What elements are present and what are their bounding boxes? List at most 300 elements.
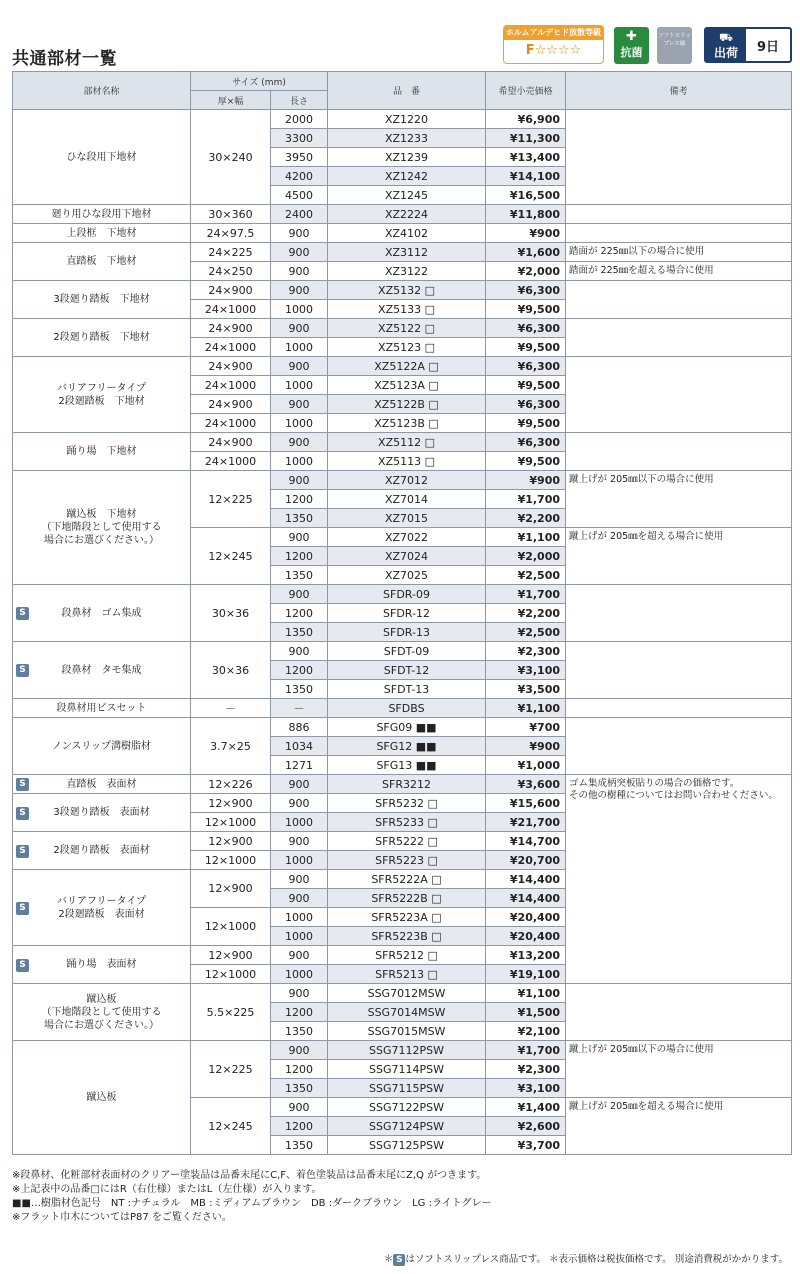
price-cell: ¥2,500 bbox=[486, 566, 566, 585]
length-cell: 1350 bbox=[271, 623, 328, 642]
price-cell: ¥9,500 bbox=[486, 338, 566, 357]
part-code-cell: SFDT-13 bbox=[328, 680, 486, 699]
size-cell: 12×1000 bbox=[191, 813, 271, 832]
sparkle-icon: ✚ bbox=[626, 29, 637, 44]
part-code-cell: SSG7115PSW bbox=[328, 1079, 486, 1098]
part-code-cell: SFDR-12 bbox=[328, 604, 486, 623]
size-cell: 24×1000 bbox=[191, 300, 271, 319]
price-cell: ¥19,100 bbox=[486, 965, 566, 984]
part-name-cell bbox=[13, 433, 191, 471]
length-cell: 900 bbox=[271, 832, 328, 851]
part-name: 蹴込板 bbox=[86, 1092, 117, 1103]
size-cell: 24×900 bbox=[191, 281, 271, 300]
length-cell: 1000 bbox=[271, 300, 328, 319]
length-cell: 1350 bbox=[271, 566, 328, 585]
part-name: 上段框 下地材 bbox=[66, 227, 137, 239]
price-cell: ¥1,100 bbox=[486, 699, 566, 718]
note-cell bbox=[566, 357, 792, 433]
part-name-cell bbox=[13, 984, 191, 1041]
price-cell: ¥11,800 bbox=[486, 205, 566, 224]
part-code-cell: XZ1239 bbox=[328, 148, 486, 167]
length-cell: 900 bbox=[271, 585, 328, 604]
price-cell: ¥2,100 bbox=[486, 1022, 566, 1041]
length-cell: 1200 bbox=[271, 490, 328, 509]
size-cell: 24×1000 bbox=[191, 376, 271, 395]
table-row bbox=[13, 984, 792, 1003]
part-code-cell: XZ1242 bbox=[328, 167, 486, 186]
price-cell: ¥1,000 bbox=[486, 756, 566, 775]
footnote: ■■…樹脂材色記号 NT :ナチュラル MB :ミディアムブラウン DB :ダークブラウン LG :ライトグレー bbox=[12, 1198, 492, 1209]
formaldehyde-grade-badge bbox=[503, 25, 604, 64]
size-cell: 12×900 bbox=[191, 794, 271, 813]
price-cell: ¥9,500 bbox=[486, 376, 566, 395]
part-name: 直踏板 表面材 bbox=[66, 778, 137, 790]
price-cell: ¥6,900 bbox=[486, 110, 566, 129]
length-cell: 900 bbox=[271, 642, 328, 661]
length-cell: 1200 bbox=[271, 1003, 328, 1022]
note-cell bbox=[566, 224, 792, 243]
price-cell: ¥9,500 bbox=[486, 414, 566, 433]
table-row bbox=[13, 471, 792, 490]
softslip-badge: ソフトスリップレス縁 bbox=[657, 27, 692, 64]
length-cell: 900 bbox=[271, 395, 328, 414]
bottom-note-prefix: ＊ bbox=[383, 1254, 394, 1265]
size-cell: 12×225 bbox=[191, 1041, 271, 1098]
part-code-cell: XZ2224 bbox=[328, 205, 486, 224]
softslip-mark-icon: S bbox=[16, 902, 29, 915]
table-row bbox=[13, 718, 792, 737]
softslip-mark-icon: S bbox=[16, 607, 29, 620]
table-row bbox=[13, 319, 792, 338]
length-cell: 1350 bbox=[271, 680, 328, 699]
part-code-cell: SSG7114PSW bbox=[328, 1060, 486, 1079]
price-cell: ¥2,000 bbox=[486, 262, 566, 281]
part-name-cell bbox=[13, 775, 191, 794]
price-cell: ¥14,700 bbox=[486, 832, 566, 851]
length-cell: 1000 bbox=[271, 452, 328, 471]
part-code-cell: XZ1220 bbox=[328, 110, 486, 129]
note-cell: ゴム集成柄突板貼りの場合の価格です。 その他の樹種についてはお問い合わせください。 bbox=[566, 775, 792, 984]
softslip-mark-icon: S bbox=[16, 807, 29, 820]
note-cell bbox=[566, 281, 792, 319]
size-cell: 12×225 bbox=[191, 471, 271, 528]
note-cell bbox=[566, 699, 792, 718]
length-cell: 1200 bbox=[271, 547, 328, 566]
part-code-cell: SFDR-13 bbox=[328, 623, 486, 642]
part-name-cell bbox=[13, 718, 191, 775]
length-cell: 900 bbox=[271, 1098, 328, 1117]
price-cell: ¥6,300 bbox=[486, 433, 566, 452]
part-code-cell: XZ5132 □ bbox=[328, 281, 486, 300]
part-code-cell: SSG7125PSW bbox=[328, 1136, 486, 1155]
part-code-cell: SFDR-09 bbox=[328, 585, 486, 604]
length-cell: 900 bbox=[271, 889, 328, 908]
length-cell: 900 bbox=[271, 1041, 328, 1060]
part-name: 廻り用ひな段用下地材 bbox=[51, 208, 152, 220]
part-name-cell bbox=[13, 642, 191, 699]
size-cell: 24×1000 bbox=[191, 414, 271, 433]
length-cell: 900 bbox=[271, 281, 328, 300]
part-code-cell: SSG7015MSW bbox=[328, 1022, 486, 1041]
note-cell: 踏面が 225㎜以下の場合に使用 bbox=[566, 243, 792, 262]
header-note: 備考 bbox=[566, 72, 792, 110]
price-cell: ¥1,700 bbox=[486, 490, 566, 509]
length-cell: 900 bbox=[271, 775, 328, 794]
size-cell: 12×900 bbox=[191, 832, 271, 851]
parts-table-body bbox=[13, 110, 792, 1155]
part-code-cell: SFDT-12 bbox=[328, 661, 486, 680]
table-row bbox=[13, 585, 792, 604]
price-cell: ¥1,700 bbox=[486, 1041, 566, 1060]
part-code-cell: XZ5122B □ bbox=[328, 395, 486, 414]
part-code-cell: XZ7025 bbox=[328, 566, 486, 585]
size-cell: 3.7×25 bbox=[191, 718, 271, 775]
size-cell: 12×245 bbox=[191, 528, 271, 585]
length-cell: 1000 bbox=[271, 376, 328, 395]
price-cell: ¥9,500 bbox=[486, 452, 566, 471]
note-cell bbox=[566, 205, 792, 224]
length-cell: 900 bbox=[271, 243, 328, 262]
antibacterial-badge bbox=[614, 27, 649, 64]
note-cell: 踏面が 225㎜を超える場合に使用 bbox=[566, 262, 792, 281]
part-name-cell bbox=[13, 319, 191, 357]
part-name-cell bbox=[13, 870, 191, 946]
price-cell: ¥6,300 bbox=[486, 395, 566, 414]
length-cell: 900 bbox=[271, 433, 328, 452]
size-cell: 12×900 bbox=[191, 870, 271, 908]
part-code-cell: SSG7124PSW bbox=[328, 1117, 486, 1136]
part-name-cell bbox=[13, 832, 191, 870]
bottom-note bbox=[384, 1251, 788, 1266]
part-name: 3段廻り踏板 下地材 bbox=[53, 294, 150, 305]
length-cell: 1350 bbox=[271, 1022, 328, 1041]
part-name: 段鼻材 タモ集成 bbox=[61, 664, 142, 676]
part-name-cell bbox=[13, 110, 191, 205]
footnote: ※フラット巾木についてはP87 をご覧ください。 bbox=[12, 1212, 232, 1223]
part-code-cell: SFR5222B □ bbox=[328, 889, 486, 908]
part-name-cell bbox=[13, 205, 191, 224]
part-code-cell: XZ5123B □ bbox=[328, 414, 486, 433]
price-cell: ¥3,600 bbox=[486, 775, 566, 794]
length-cell: 1350 bbox=[271, 509, 328, 528]
part-code-cell: SFDBS bbox=[328, 699, 486, 718]
note-cell bbox=[566, 319, 792, 357]
size-cell: 12×226 bbox=[191, 775, 271, 794]
note-cell: 蹴上げが 205㎜を超える場合に使用 bbox=[566, 1098, 792, 1155]
header-length: 長さ bbox=[271, 91, 328, 110]
price-cell: ¥2,300 bbox=[486, 1060, 566, 1079]
header-price: 希望小売価格 bbox=[486, 72, 566, 110]
part-name-cell bbox=[13, 1041, 191, 1155]
note-cell bbox=[566, 718, 792, 775]
price-cell: ¥9,500 bbox=[486, 300, 566, 319]
part-name: 2段廻り踏板 表面材 bbox=[53, 845, 150, 856]
part-name-cell bbox=[13, 471, 191, 585]
part-code-cell: XZ1233 bbox=[328, 129, 486, 148]
price-cell: ¥20,700 bbox=[486, 851, 566, 870]
length-cell: 1350 bbox=[271, 1136, 328, 1155]
length-cell: 1000 bbox=[271, 851, 328, 870]
length-cell: 900 bbox=[271, 224, 328, 243]
table-row bbox=[13, 243, 792, 262]
part-code-cell: SFR5232 □ bbox=[328, 794, 486, 813]
size-cell: 12×245 bbox=[191, 1098, 271, 1155]
part-code-cell: XZ7024 bbox=[328, 547, 486, 566]
part-name: 踊り場 表面材 bbox=[66, 959, 137, 970]
size-cell: 12×1000 bbox=[191, 851, 271, 870]
table-row bbox=[13, 205, 792, 224]
size-cell: 24×900 bbox=[191, 433, 271, 452]
price-cell: ¥16,500 bbox=[486, 186, 566, 205]
footnote: ※段鼻材、化粧部材表面材のクリアー塗装品は品番末尾にC,F、着色塗装品は品番末尾にZ,Q がつきます。 bbox=[12, 1170, 487, 1181]
length-cell: 900 bbox=[271, 262, 328, 281]
price-cell: ¥14,100 bbox=[486, 167, 566, 186]
part-name: 蹴込板 （下地階段として使用する 場合にお選びください。） bbox=[41, 993, 162, 1031]
length-cell: 1200 bbox=[271, 661, 328, 680]
table-row bbox=[13, 357, 792, 376]
length-cell: 900 bbox=[271, 357, 328, 376]
table-row bbox=[13, 699, 792, 718]
length-cell: 900 bbox=[271, 984, 328, 1003]
size-cell: 5.5×225 bbox=[191, 984, 271, 1041]
part-code-cell: SFR5223B □ bbox=[328, 927, 486, 946]
price-cell: ¥2,200 bbox=[486, 604, 566, 623]
price-cell: ¥3,100 bbox=[486, 1079, 566, 1098]
part-code-cell: SFDT-09 bbox=[328, 642, 486, 661]
price-cell: ¥900 bbox=[486, 471, 566, 490]
part-name: バリアフリータイプ 2段廻踏板 表面材 bbox=[56, 895, 147, 920]
note-cell: 蹴上げが 205㎜以下の場合に使用 bbox=[566, 1041, 792, 1098]
parts-table bbox=[12, 71, 792, 1155]
length-cell: 4500 bbox=[271, 186, 328, 205]
price-cell: ¥6,300 bbox=[486, 319, 566, 338]
part-code-cell: XZ1245 bbox=[328, 186, 486, 205]
length-cell: 900 bbox=[271, 471, 328, 490]
size-cell: － bbox=[191, 699, 271, 718]
header-size: サイズ (mm) bbox=[191, 72, 328, 91]
size-cell: 24×250 bbox=[191, 262, 271, 281]
size-cell: 24×97.5 bbox=[191, 224, 271, 243]
price-cell: ¥900 bbox=[486, 224, 566, 243]
price-cell: ¥6,300 bbox=[486, 281, 566, 300]
length-cell: 1200 bbox=[271, 1117, 328, 1136]
length-cell: 1200 bbox=[271, 1060, 328, 1079]
length-cell: 1271 bbox=[271, 756, 328, 775]
part-code-cell: SFG12 ■■ bbox=[328, 737, 486, 756]
price-cell: ¥1,100 bbox=[486, 984, 566, 1003]
part-name-cell bbox=[13, 357, 191, 433]
part-code-cell: SFR5212 □ bbox=[328, 946, 486, 965]
price-cell: ¥700 bbox=[486, 718, 566, 737]
price-cell: ¥11,300 bbox=[486, 129, 566, 148]
footnotes bbox=[12, 1169, 491, 1225]
formaldehyde-grade-value: F☆☆☆☆ bbox=[525, 43, 582, 58]
size-cell: 30×36 bbox=[191, 642, 271, 699]
formaldehyde-grade-label: ホルムアルデヒド放散等級 bbox=[504, 26, 603, 40]
part-code-cell: SFG13 ■■ bbox=[328, 756, 486, 775]
length-cell: 900 bbox=[271, 319, 328, 338]
table-row bbox=[13, 775, 792, 794]
price-cell: ¥13,200 bbox=[486, 946, 566, 965]
size-cell: 24×900 bbox=[191, 395, 271, 414]
part-name-cell bbox=[13, 243, 191, 281]
part-code-cell: XZ5123 □ bbox=[328, 338, 486, 357]
part-name: 蹴込板 下地材 （下地階段として使用する 場合にお選びください。） bbox=[41, 509, 162, 546]
price-cell: ¥900 bbox=[486, 737, 566, 756]
price-cell: ¥20,400 bbox=[486, 927, 566, 946]
length-cell: 1000 bbox=[271, 813, 328, 832]
part-code-cell: SFR5233 □ bbox=[328, 813, 486, 832]
part-code-cell: SFR5213 □ bbox=[328, 965, 486, 984]
price-cell: ¥6,300 bbox=[486, 357, 566, 376]
note-cell: 蹴上げが 205㎜以下の場合に使用 bbox=[566, 471, 792, 528]
size-cell: 24×1000 bbox=[191, 452, 271, 471]
size-cell: 30×360 bbox=[191, 205, 271, 224]
size-cell: 24×1000 bbox=[191, 338, 271, 357]
length-cell: 900 bbox=[271, 528, 328, 547]
note-cell bbox=[566, 984, 792, 1041]
length-cell: 1000 bbox=[271, 965, 328, 984]
part-code-cell: SSG7014MSW bbox=[328, 1003, 486, 1022]
part-name-cell bbox=[13, 794, 191, 832]
softslip-mark-icon: S bbox=[16, 959, 29, 972]
part-code-cell: SSG7012MSW bbox=[328, 984, 486, 1003]
note-cell: 蹴上げが 205㎜を超える場合に使用 bbox=[566, 528, 792, 585]
table-row bbox=[13, 224, 792, 243]
part-code-cell: XZ7012 bbox=[328, 471, 486, 490]
price-cell: ¥2,200 bbox=[486, 509, 566, 528]
bottom-note-text: はソフトスリップレス商品です。 ＊表示価格は税抜価格です。 別途消費税がかかります。 bbox=[405, 1254, 788, 1265]
size-cell: 30×36 bbox=[191, 585, 271, 642]
part-name: バリアフリータイプ 2段廻踏板 下地材 bbox=[56, 382, 147, 407]
part-code-cell: XZ3122 bbox=[328, 262, 486, 281]
truck-icon: ⛟ bbox=[719, 31, 733, 44]
page-title: 共通部材一覧 bbox=[12, 49, 117, 69]
table-row bbox=[13, 1041, 792, 1060]
price-cell: ¥2,000 bbox=[486, 547, 566, 566]
price-cell: ¥14,400 bbox=[486, 889, 566, 908]
part-code-cell: XZ5123A □ bbox=[328, 376, 486, 395]
note-cell bbox=[566, 585, 792, 642]
part-code-cell: SFR5222 □ bbox=[328, 832, 486, 851]
size-cell: 12×900 bbox=[191, 946, 271, 965]
length-cell: 3300 bbox=[271, 129, 328, 148]
length-cell: 1000 bbox=[271, 908, 328, 927]
length-cell: － bbox=[271, 699, 328, 718]
part-name: 2段廻り踏板 下地材 bbox=[53, 332, 150, 343]
size-cell: 24×225 bbox=[191, 243, 271, 262]
price-cell: ¥13,400 bbox=[486, 148, 566, 167]
table-row bbox=[13, 433, 792, 452]
price-cell: ¥2,600 bbox=[486, 1117, 566, 1136]
part-code-cell: XZ5113 □ bbox=[328, 452, 486, 471]
part-code-cell: XZ3112 bbox=[328, 243, 486, 262]
softslip-mark-icon: S bbox=[16, 664, 29, 677]
size-cell: 12×1000 bbox=[191, 965, 271, 984]
length-cell: 4200 bbox=[271, 167, 328, 186]
size-cell: 12×1000 bbox=[191, 908, 271, 946]
part-name-cell bbox=[13, 224, 191, 243]
part-code-cell: SFR5223A □ bbox=[328, 908, 486, 927]
part-code-cell: XZ5112 □ bbox=[328, 433, 486, 452]
part-name-cell bbox=[13, 585, 191, 642]
softslip-mark-icon: S bbox=[16, 845, 29, 858]
price-cell: ¥2,500 bbox=[486, 623, 566, 642]
length-cell: 900 bbox=[271, 794, 328, 813]
length-cell: 900 bbox=[271, 870, 328, 889]
part-name-cell bbox=[13, 699, 191, 718]
part-name: 段鼻材 ゴム集成 bbox=[61, 607, 142, 619]
part-name: 直踏板 下地材 bbox=[66, 256, 137, 267]
part-code-cell: XZ5122A □ bbox=[328, 357, 486, 376]
part-code-cell: XZ7014 bbox=[328, 490, 486, 509]
length-cell: 1000 bbox=[271, 927, 328, 946]
part-code-cell: XZ5122 □ bbox=[328, 319, 486, 338]
note-cell bbox=[566, 433, 792, 471]
length-cell: 2000 bbox=[271, 110, 328, 129]
price-cell: ¥20,400 bbox=[486, 908, 566, 927]
part-code-cell: SFR3212 bbox=[328, 775, 486, 794]
price-cell: ¥1,500 bbox=[486, 1003, 566, 1022]
length-cell: 900 bbox=[271, 946, 328, 965]
part-code-cell: XZ5133 □ bbox=[328, 300, 486, 319]
part-code-cell: XZ7015 bbox=[328, 509, 486, 528]
note-cell bbox=[566, 642, 792, 699]
price-cell: ¥3,500 bbox=[486, 680, 566, 699]
price-cell: ¥1,400 bbox=[486, 1098, 566, 1117]
price-cell: ¥1,600 bbox=[486, 243, 566, 262]
length-cell: 1200 bbox=[271, 604, 328, 623]
price-cell: ¥21,700 bbox=[486, 813, 566, 832]
antibacterial-label: 抗菌 bbox=[620, 46, 643, 59]
price-cell: ¥1,100 bbox=[486, 528, 566, 547]
shipping-label: 出荷 bbox=[713, 46, 738, 60]
part-code-cell: SSG7112PSW bbox=[328, 1041, 486, 1060]
header-name: 部材名称 bbox=[13, 72, 191, 110]
size-cell: 30×240 bbox=[191, 110, 271, 205]
header-thick-width: 厚×幅 bbox=[191, 91, 271, 110]
size-cell: 24×900 bbox=[191, 319, 271, 338]
length-cell: 1350 bbox=[271, 1079, 328, 1098]
length-cell: 2400 bbox=[271, 205, 328, 224]
part-code-cell: XZ7022 bbox=[328, 528, 486, 547]
price-cell: ¥2,300 bbox=[486, 642, 566, 661]
table-row bbox=[13, 642, 792, 661]
part-name-cell bbox=[13, 281, 191, 319]
table-row bbox=[13, 110, 792, 129]
shipping-days: 9日 bbox=[756, 39, 780, 55]
length-cell: 886 bbox=[271, 718, 328, 737]
part-name: 踊り場 下地材 bbox=[66, 446, 137, 457]
part-name-cell bbox=[13, 946, 191, 984]
part-name: 段鼻材用ビスセット bbox=[56, 702, 147, 714]
part-name: 3段廻り踏板 表面材 bbox=[53, 807, 150, 818]
price-cell: ¥1,700 bbox=[486, 585, 566, 604]
part-code-cell: SFR5223 □ bbox=[328, 851, 486, 870]
size-cell: 24×900 bbox=[191, 357, 271, 376]
length-cell: 1000 bbox=[271, 414, 328, 433]
price-cell: ¥14,400 bbox=[486, 870, 566, 889]
length-cell: 1034 bbox=[271, 737, 328, 756]
softslip-mark-icon: S bbox=[16, 778, 29, 791]
shipping-badge bbox=[704, 27, 792, 63]
length-cell: 1000 bbox=[271, 338, 328, 357]
note-cell bbox=[566, 110, 792, 205]
header-code: 品 番 bbox=[328, 72, 486, 110]
part-code-cell: SSG7122PSW bbox=[328, 1098, 486, 1117]
part-code-cell: SFR5222A □ bbox=[328, 870, 486, 889]
price-cell: ¥3,100 bbox=[486, 661, 566, 680]
